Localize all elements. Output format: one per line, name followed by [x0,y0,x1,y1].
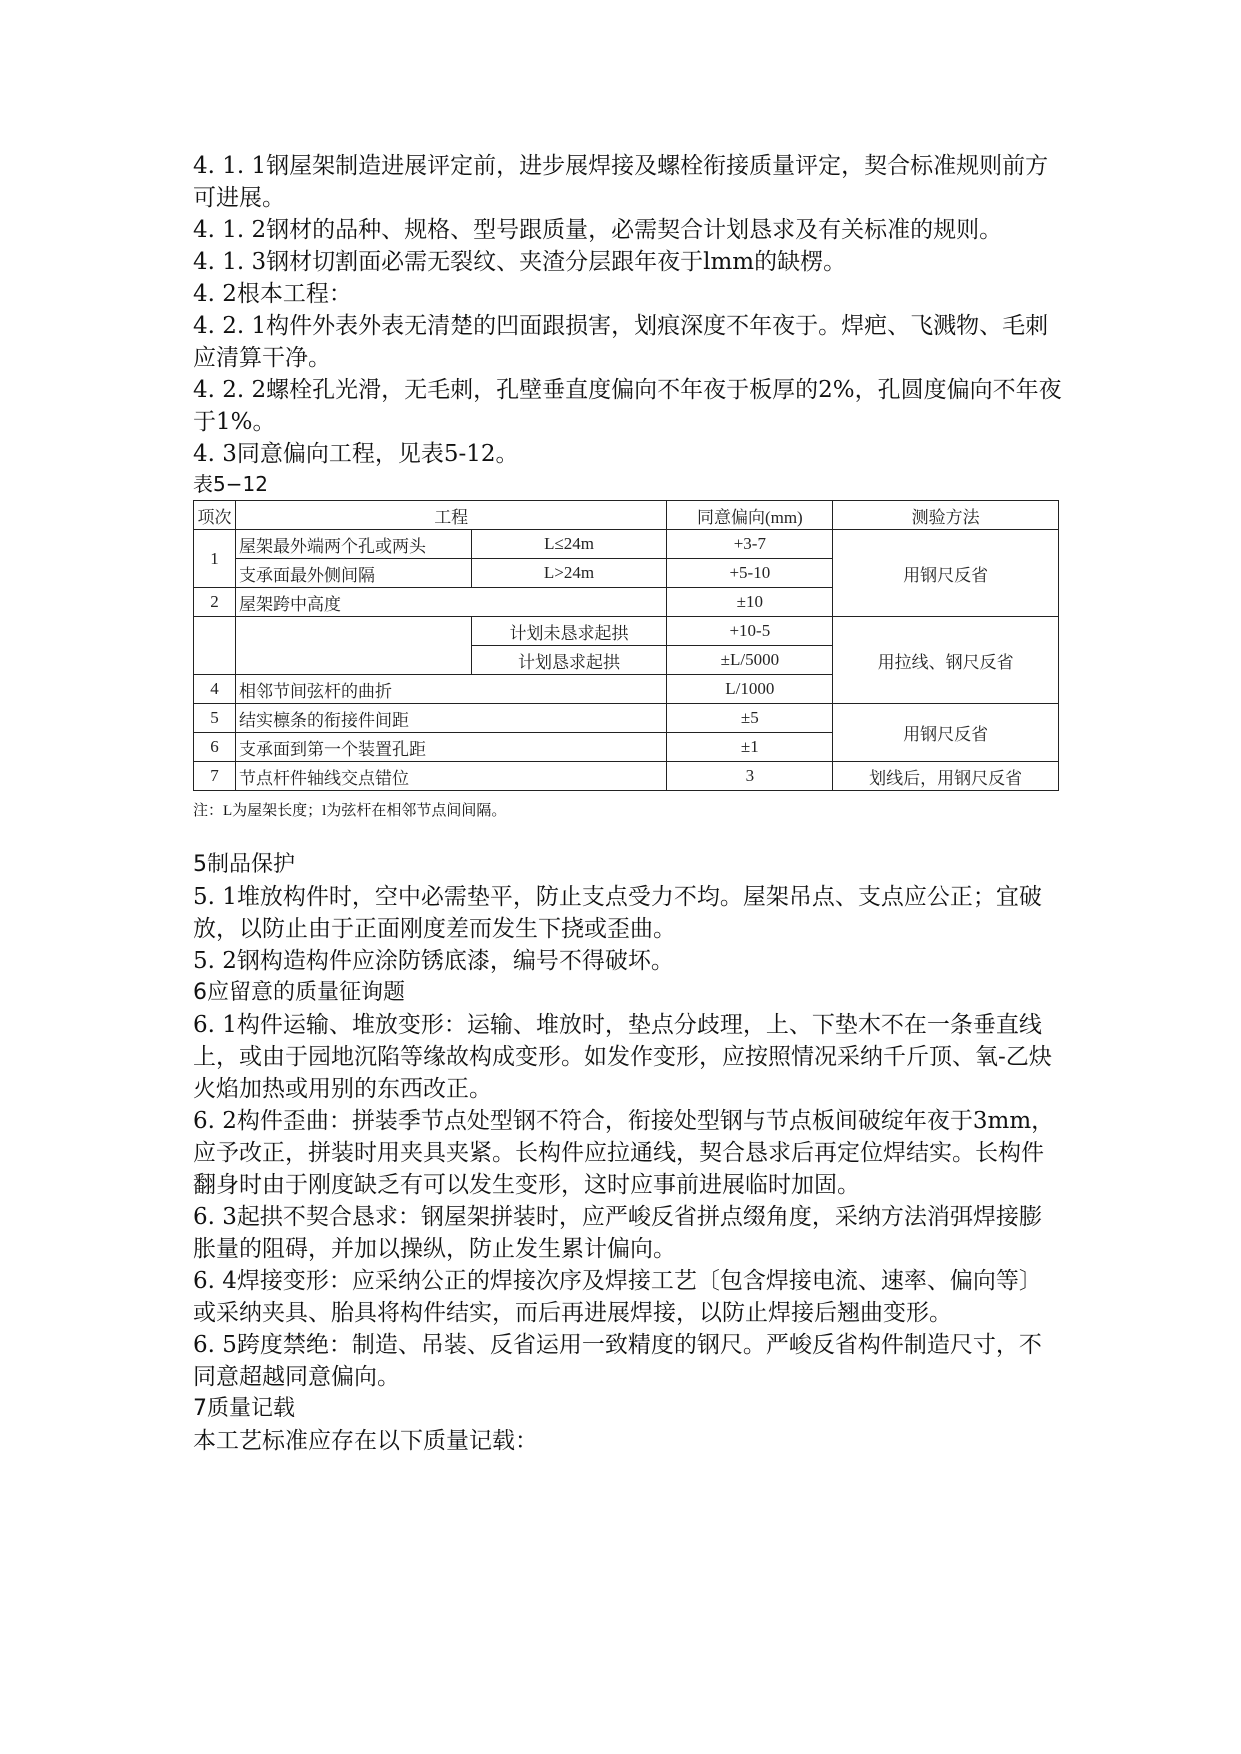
deviation-table [193,500,1059,791]
section-5 [193,849,1063,977]
paragraph-6-4: 6. 4焊接变形：应采纳公正的焊接次序及焊接工艺〔包含焊接电流、速率、偏向等〕或采纳夹具、胎具将构件结实，而后再进展焊接，以防止焊接后翘曲变形。 [193,1268,1042,1326]
header-method: 测验方法 [833,501,1059,530]
spacer [193,823,1063,849]
header-deviation: 同意偏向(mm) [667,501,833,530]
paragraph-4-2-1: 4. 2. 1构件外表外表无清楚的凹面跟损害，划痕深度不年夜于。焊疤、飞溅物、毛刺应清算干净。 [193,313,1049,371]
row-method: 用钢尺反省 [833,530,1059,617]
row-item: 屋架最外端两个孔或两头 [235,530,471,559]
row-deviation: +3-7 [667,530,833,559]
row-condition: L≤24m [471,530,667,559]
row-item: 相邻节间弦杆的曲折 [235,675,666,704]
row-deviation: ±10 [667,588,833,617]
paragraph-7-intro: 本工艺标准应存在以下质量记载： [193,1428,538,1454]
paragraph-4-1-1: 4. 1. 1钢屋架制造进展评定前，进步展焊接及螺栓衔接质量评定，契合标准规则前方可进展。 [193,153,1049,211]
section-heading: 6应留意的质量征询题 [193,980,405,1005]
row-method: 划线后，用钢尺反省 [833,762,1059,791]
table-row [194,530,1059,559]
row-deviation: L/1000 [667,675,833,704]
row-no: 5 [194,704,236,733]
row-deviation: +5-10 [667,559,833,588]
paragraph-6-5: 6. 5跨度禁绝：制造、吊装、反省运用一致精度的钢尺。严峻反省构件制造尺寸，不同意超越同意偏向。 [193,1332,1042,1390]
row-item: 支承面最外侧间隔 [235,559,471,588]
header-item: 工程 [235,501,666,530]
row-method: 用拉线、钢尺反省 [833,617,1059,704]
row-item: 结实檩条的衔接件间距 [235,704,666,733]
row-no [194,617,236,675]
paragraph-6-3: 6. 3起拱不契合恳求：钢屋架拼装时，应严峻反省拼点缀角度，采纳方法消弭焊接膨胀量的阻碍，并加以操纵，防止发生累计偏向。 [193,1204,1042,1262]
section-4 [193,150,1063,470]
row-no: 1 [194,530,236,588]
table-note: 注：L为屋架长度；l为弦杆在相邻节点间间隔。 [193,803,507,819]
row-no: 2 [194,588,236,617]
section-heading: 5制品保护 [193,852,295,877]
row-deviation: 3 [667,762,833,791]
paragraph-4-2: 4. 2根本工程： [193,281,352,307]
row-no: 4 [194,675,236,704]
row-no: 6 [194,733,236,762]
paragraph-5-2: 5. 2钢构造构件应涂防锈底漆，编号不得破坏。 [193,948,674,974]
section-heading: 7质量记载 [193,1396,295,1421]
table-caption: 表5−12 [193,472,268,496]
row-item-empty [235,617,471,675]
paragraph-4-1-2: 4. 1. 2钢材的品种、规格、型号跟质量，必需契合计划恳求及有关标准的规则。 [193,217,1003,243]
row-condition: 计划未恳求起拱 [471,617,667,646]
table-row [194,704,1059,733]
document-page [193,150,1063,1457]
row-item: 屋架跨中高度 [235,588,666,617]
table-row [194,762,1059,791]
header-no: 项次 [194,501,236,530]
row-item: 节点杆件轴线交点错位 [235,762,666,791]
row-deviation: +10-5 [667,617,833,646]
row-no: 7 [194,762,236,791]
paragraph-6-1: 6. 1构件运输、堆放变形：运输、堆放时，垫点分歧理，上、下垫木不在一条垂直线上，或由于园地沉陷等缘故构成变形。如发作变形，应按照情况采纳千斤顶、氧-乙炔火焰加热或用别的东西改正。 [193,1012,1052,1102]
row-condition: 计划恳求起拱 [471,646,667,675]
row-deviation: ±1 [667,733,833,762]
paragraph-4-1-3: 4. 1. 3钢材切割面必需无裂纹、夹渣分层跟年夜于lmm的缺楞。 [193,249,847,275]
section-7 [193,1393,1063,1457]
row-deviation: ±L/5000 [667,646,833,675]
table-header-row [194,501,1059,530]
row-deviation: ±5 [667,704,833,733]
paragraph-4-2-2: 4. 2. 2螺栓孔光滑，无毛刺，孔壁垂直度偏向不年夜于板厚的2%，孔圆度偏向不年夜于1%。 [193,377,1062,435]
section-6 [193,977,1063,1393]
row-method: 用钢尺反省 [833,704,1059,762]
table-row [194,617,1059,646]
paragraph-5-1: 5. 1堆放构件时，空中必需垫平，防止支点受力不均。屋架吊点、支点应公正；宜破放，以防止由于正面刚度差而发生下挠或歪曲。 [193,884,1042,942]
row-condition: L>24m [471,559,667,588]
row-item: 支承面到第一个装置孔距 [235,733,666,762]
paragraph-4-3: 4. 3同意偏向工程，见表5-12。 [193,441,519,467]
paragraph-6-2: 6. 2构件歪曲：拼装季节点处型钢不符合，衔接处型钢与节点板间破绽年夜于3mm，应予改正，拼装时用夹具夹紧。长构件应拉通线，契合恳求后再定位焊结实。长构件翻身时由于刚度缺乏有可以发生变形，这时应事前进展临时加固。 [193,1108,1055,1198]
